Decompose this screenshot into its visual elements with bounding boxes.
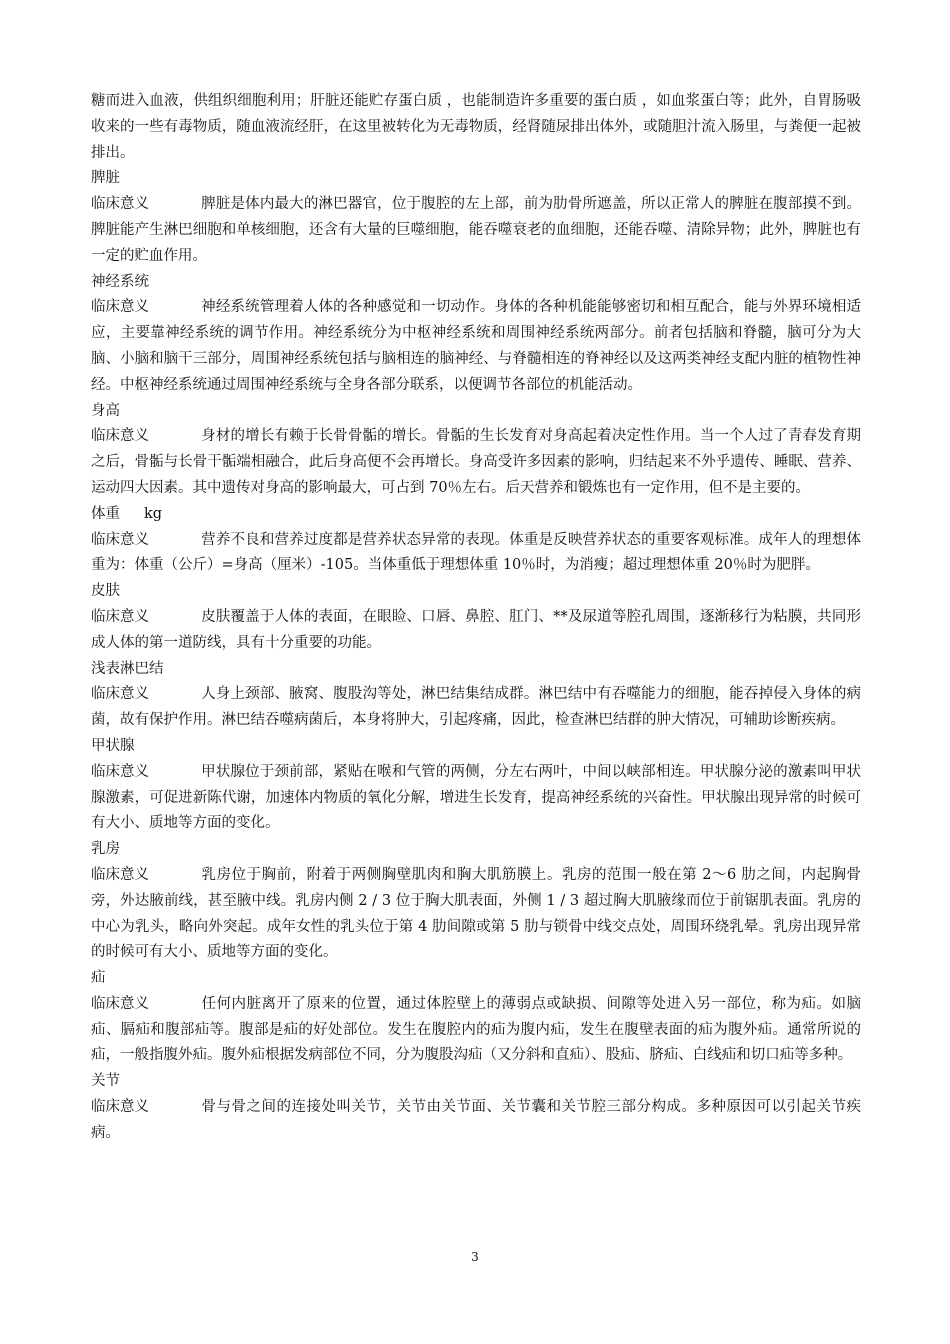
document-page: [91, 89, 861, 1147]
section-paragraph: [91, 528, 861, 580]
section-paragraph: [91, 863, 861, 966]
section-title: 甲状腺: [91, 737, 135, 754]
section-title: 脾脏: [91, 170, 120, 187]
clinical-significance-label: 临床意义: [91, 531, 149, 548]
section-paragraph: [91, 605, 861, 657]
section-paragraph: [91, 295, 861, 398]
clinical-significance-label: 临床意义: [91, 1099, 149, 1116]
clinical-significance-label: 临床意义: [91, 866, 149, 883]
section-spleen: [91, 166, 861, 269]
section-paragraph: [91, 682, 861, 734]
section-title: 浅表淋巴结: [91, 660, 164, 677]
weight-unit: kg: [144, 505, 163, 522]
section-title: 乳房: [91, 841, 120, 858]
section-title-row: [91, 502, 861, 528]
section-body: 人身上颈部、腋窝、腹股沟等处，淋巴结集结成群。淋巴结中有吞噬能力的细胞，能吞掉侵入身体的病菌，故有保护作用。淋巴结吞噬病菌后，本身将肿大，引起疼痛，因此，检查淋巴结群的肿大情况，可辅助诊断疾病。: [91, 686, 861, 729]
section-body: 任何内脏离开了原来的位置，通过体腔壁上的薄弱点或缺损、间隙等处进入另一部位，称为疝。如脑疝、膈疝和腹部疝等。腹部是疝的好处部位。发生在腹腔内的疝为腹内疝，发生在腹壁表面的疝为腹外疝。通常所说的疝，一般指腹外疝。腹外疝根据发病部位不同，分为腹股沟疝（又分斜和直疝）、股疝、脐疝、白线疝和切口疝等多种。: [91, 995, 861, 1064]
section-paragraph: [91, 992, 861, 1069]
section-skin: [91, 579, 861, 656]
section-title: 疝: [91, 970, 106, 987]
intro-paragraph: 糖而进入血液，供组织细胞利用；肝脏还能贮存蛋白质 ，也能制造许多重要的蛋白质 ，如血浆蛋白等；此外，自胃肠吸收来的一些有毒物质，随血液流经肝，在这里被转化为无毒物质，经肾随尿排出体外，或随胆汁流入肠里，与粪便一起被排出。: [91, 93, 861, 161]
section-paragraph: [91, 192, 861, 269]
clinical-significance-label: 临床意义: [91, 299, 149, 316]
section-body: 甲状腺位于颈前部，紧贴在喉和气管的两侧，分左右两叶，中间以峡部相连。甲状腺分泌的激素叫甲状腺激素，可促进新陈代谢，加速体内物质的氧化分解，增进生长发育，提高神经系统的兴奋性。甲状腺出现异常的时候可有大小、质地等方面的变化。: [91, 763, 861, 832]
clinical-significance-label: 临床意义: [91, 428, 149, 445]
clinical-significance-label: 临床意义: [91, 196, 149, 213]
section-body: 营养不良和营养过度都是营养状态异常的表现。体重是反映营养状态的重要客观标准。成年人的理想体重为：体重（公斤）=身高（厘米）-105。当体重低于理想体重 10％时，为消瘦；超过理想体重 20％时为肥胖。: [91, 531, 861, 574]
section-paragraph: [91, 424, 861, 501]
clinical-significance-label: 临床意义: [91, 995, 149, 1012]
section-nervous-system: [91, 270, 861, 399]
section-title: 关节: [91, 1073, 120, 1090]
section-body: 乳房位于胸前，附着于两侧胸壁肌肉和胸大肌筋膜上。乳房的范围一般在第 2～6 肋之间，内起胸骨旁，外达腋前线，甚至腋中线。乳房内侧 2 / 3 位于胸大肌表面，外侧 1 / 3 超过胸大肌腋缘而位于前锯肌表面。乳房的中心为乳头，略向外突起。成年女性的乳头位于第 4 肋间隙或第 5 肋与锁骨中线交点处，周围环绕乳晕。乳房出现异常的时候可有大小、质地等方面的变化。: [91, 866, 861, 961]
clinical-significance-label: 临床意义: [91, 608, 149, 625]
section-body: 神经系统管理着人体的各种感觉和一切动作。身体的各种机能能够密切和相互配合，能与外界环境相适应，主要靠神经系统的调节作用。神经系统分为中枢神经系统和周围神经系统两部分。前者包括脑和脊髓，脑可分为大脑、小脑和脑干三部分，周围神经系统包括与脑相连的脑神经、与脊髓相连的脊神经以及这两类神经支配内脏的植物性神经。中枢神经系统通过周围神经系统与全身各部分联系，以便调节各部位的机能活动。: [91, 299, 861, 393]
section-thyroid: [91, 734, 861, 837]
section-body: 身材的增长有赖于长骨骨骺的增长。骨骺的生长发育对身高起着决定性作用。当一个人过了青春发育期之后，骨骺与长骨干骺端相融合，此后身高便不会再增长。身高受许多因素的影响，归结起来不外乎遗传、睡眠、营养、运动四大因素。其中遗传对身高的影响最大，可占到 70％左右。后天营养和锻炼也有一定作用，但不是主要的。: [91, 428, 861, 496]
section-body: 皮肤覆盖于人体的表面，在眼睑、口唇、鼻腔、肛门、**及尿道等腔孔周围，逐渐移行为粘膜，共同形成人体的第一道防线，具有十分重要的功能。: [91, 608, 861, 651]
section-title: 神经系统: [91, 273, 149, 290]
section-body: 脾脏是体内最大的淋巴器官，位于腹腔的左上部，前为肋骨所遮盖，所以正常人的脾脏在腹部摸不到。脾脏能产生淋巴细胞和单核细胞，还含有大量的巨噬细胞，能吞噬衰老的血细胞，还能吞噬、清除异物；此外，脾脏也有一定的贮血作用。: [91, 196, 861, 264]
section-weight: [91, 502, 861, 579]
section-body: 骨与骨之间的连接处叫关节，关节由关节面、关节囊和关节腔三部分构成。多种原因可以引起关节疾病。: [91, 1099, 861, 1141]
section-paragraph: [91, 760, 861, 837]
page-number: 3: [471, 1250, 479, 1264]
section-hernia: [91, 966, 861, 1069]
section-title: 身高: [91, 402, 120, 419]
clinical-significance-label: 临床意义: [91, 686, 149, 703]
section-title: 体重: [91, 505, 120, 522]
section-paragraph: [91, 1095, 861, 1147]
section-joints: [91, 1069, 861, 1146]
clinical-significance-label: 临床意义: [91, 763, 149, 780]
section-height: [91, 399, 861, 502]
section-lymph-nodes: [91, 657, 861, 734]
section-title: 皮肤: [91, 583, 120, 600]
section-breast: [91, 837, 861, 966]
